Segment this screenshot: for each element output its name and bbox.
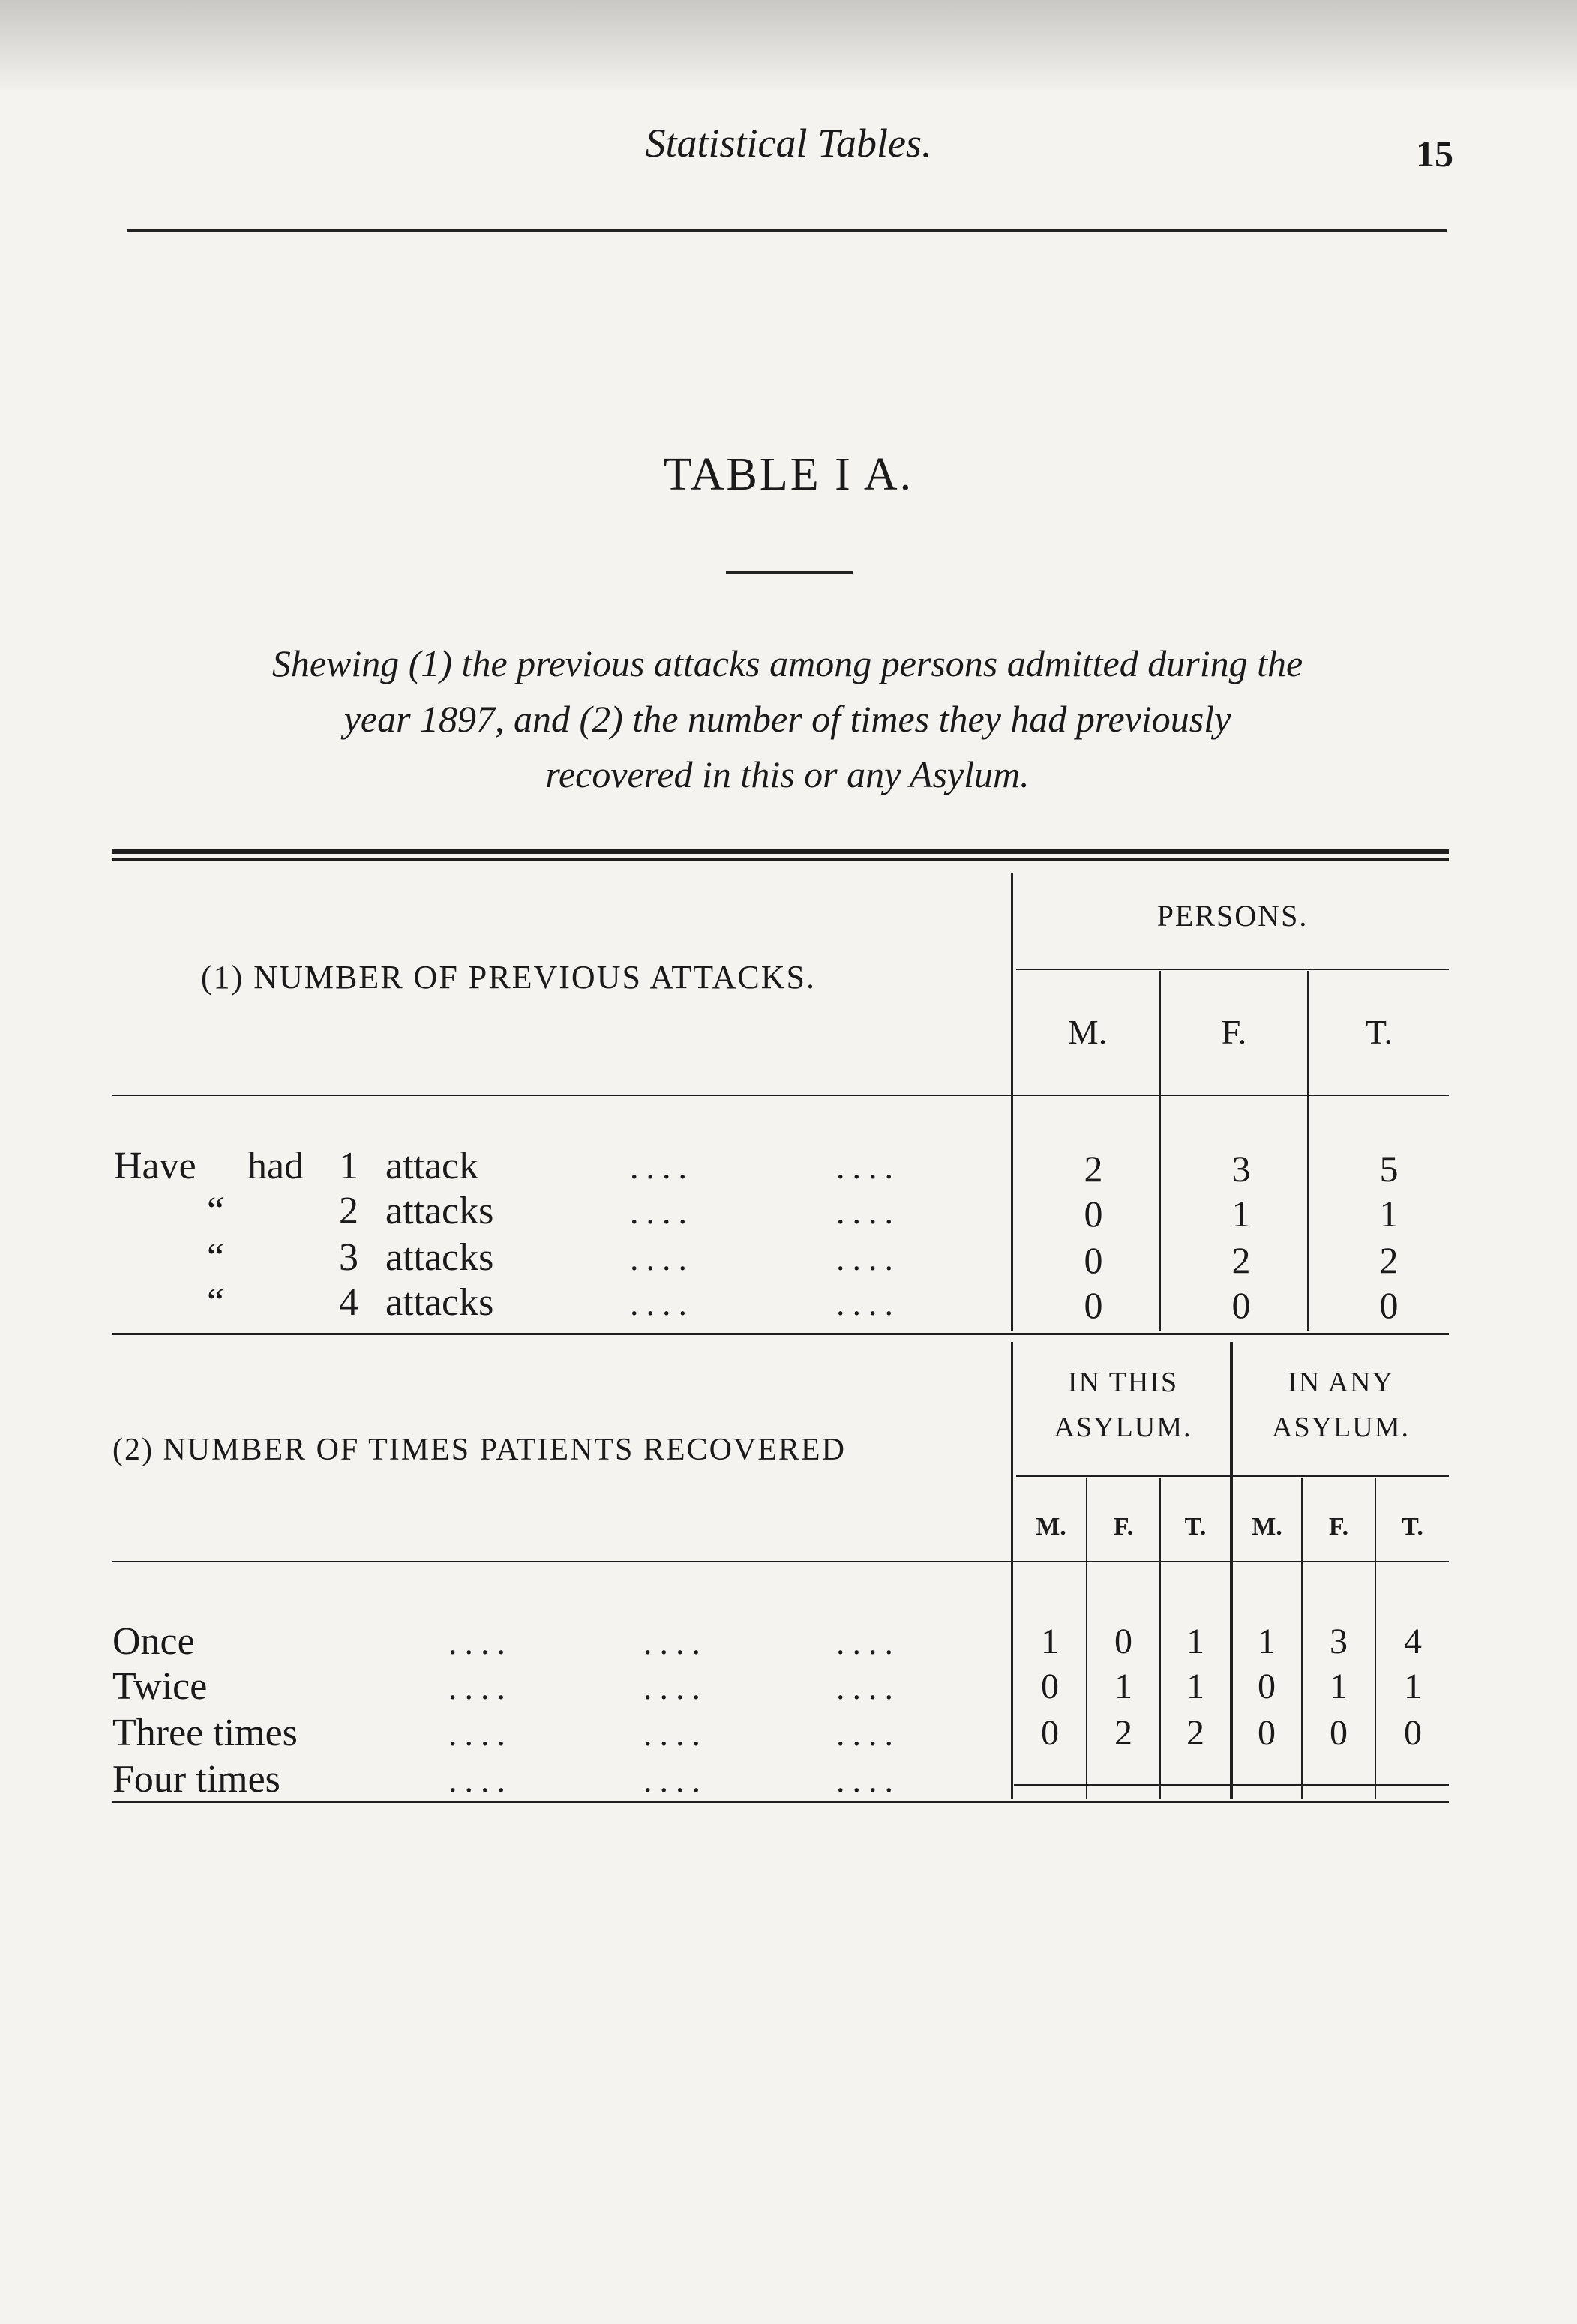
leader-dots: .... <box>630 1148 694 1186</box>
cell-any-females: 0 <box>1330 1713 1348 1753</box>
leader-dots: .... <box>836 1284 901 1322</box>
cell-total: 2 <box>1379 1239 1399 1281</box>
cell-this-females: 1 <box>1114 1667 1132 1706</box>
persons-group-header: PERSONS. <box>1156 899 1309 933</box>
table-top-thin-rule <box>112 858 1449 861</box>
row-attack-count: 2 <box>339 1190 358 1232</box>
cell-males: 2 <box>1084 1148 1103 1190</box>
row-attack-unit: attacks <box>385 1190 494 1232</box>
in-this-asylum-header-line2: ASYLUM. <box>1054 1412 1192 1443</box>
section2-header-bottom-rule <box>112 1561 1449 1562</box>
row-attack-unit: attacks <box>385 1281 494 1324</box>
four-times-blank-rule <box>1014 1784 1449 1786</box>
ditto-mark: “ <box>207 1236 225 1279</box>
leader-dots: .... <box>643 1668 708 1706</box>
col-header-total: T. <box>1402 1513 1423 1541</box>
leader-dots: .... <box>836 1715 901 1753</box>
caption-line-2: year 1897, and (2) the number of times they had previously <box>343 698 1231 740</box>
cell-males: 0 <box>1084 1193 1103 1235</box>
col-header-males: M. <box>1036 1513 1066 1541</box>
leader-dots: .... <box>630 1193 694 1231</box>
row-label: Four times <box>112 1758 280 1801</box>
ditto-mark: “ <box>207 1190 225 1232</box>
col-header-total: T. <box>1184 1513 1207 1541</box>
leader-dots: .... <box>836 1193 901 1231</box>
persons-subheader-rule <box>1016 969 1449 970</box>
section2-label-divider <box>1011 1342 1013 1799</box>
caption-line-3: recovered in this or any Asylum. <box>545 753 1030 795</box>
leader-dots: .... <box>643 1761 708 1799</box>
leader-dots: .... <box>448 1623 513 1661</box>
leader-dots: .... <box>836 1668 901 1706</box>
cell-females: 3 <box>1231 1148 1251 1190</box>
leader-dots: .... <box>643 1623 708 1661</box>
in-this-asylum-header-line1: IN THIS <box>1067 1367 1179 1398</box>
cell-any-total: 4 <box>1404 1622 1422 1661</box>
leader-dots: .... <box>836 1239 901 1277</box>
col-header-males: M. <box>1252 1513 1282 1541</box>
caption-line-1: Shewing (1) the previous attacks among persons admitted during the <box>271 642 1303 684</box>
col-header-total: T. <box>1365 1013 1393 1051</box>
cell-total: 5 <box>1379 1148 1399 1190</box>
cell-total: 0 <box>1379 1284 1399 1326</box>
cell-this-males: 1 <box>1041 1622 1059 1661</box>
cell-females: 1 <box>1231 1193 1251 1235</box>
running-head: Statistical Tables. <box>645 121 932 166</box>
row-attack-unit: attack <box>385 1145 479 1187</box>
cell-females: 2 <box>1231 1239 1251 1281</box>
row-attack-count: 3 <box>339 1236 358 1279</box>
col-header-males: M. <box>1067 1013 1108 1051</box>
cell-this-males: 0 <box>1041 1667 1059 1706</box>
cell-any-females: 3 <box>1330 1622 1348 1661</box>
section1-heading: (1) NUMBER OF PREVIOUS ATTACKS. <box>201 959 817 996</box>
section-separator-rule <box>112 1333 1449 1335</box>
cell-any-males: 0 <box>1258 1713 1276 1753</box>
row-label: Twice <box>112 1665 208 1708</box>
scan-edge-shading <box>0 0 1577 90</box>
table-top-thick-rule <box>112 849 1449 854</box>
leader-dots: .... <box>630 1239 694 1277</box>
cell-this-females: 2 <box>1114 1713 1132 1753</box>
row-attack-count: 1 <box>339 1145 358 1187</box>
cell-total: 1 <box>1379 1193 1399 1235</box>
row-label: Once <box>112 1620 195 1663</box>
cell-this-total: 2 <box>1186 1713 1204 1753</box>
section1-header-bottom-rule <box>112 1095 1449 1096</box>
row-attack-count: 4 <box>339 1281 358 1324</box>
row-label-word1: Have <box>114 1145 196 1187</box>
row-attack-unit: attacks <box>385 1236 494 1279</box>
cell-this-total: 1 <box>1186 1667 1204 1706</box>
title-divider <box>726 571 853 574</box>
table-bottom-rule <box>112 1801 1449 1803</box>
cell-males: 0 <box>1084 1239 1103 1281</box>
cell-this-males: 0 <box>1041 1713 1059 1753</box>
cell-this-total: 1 <box>1186 1622 1204 1661</box>
leader-dots: .... <box>836 1148 901 1186</box>
row-label: Three times <box>112 1712 298 1754</box>
ditto-mark: “ <box>207 1281 225 1324</box>
cell-males: 0 <box>1084 1284 1103 1326</box>
cell-any-total: 0 <box>1404 1713 1422 1753</box>
leader-dots: .... <box>643 1715 708 1753</box>
col-header-females: F. <box>1221 1013 1247 1051</box>
leader-dots: .... <box>630 1284 694 1322</box>
cell-this-females: 0 <box>1114 1622 1132 1661</box>
cell-any-total: 1 <box>1404 1667 1422 1706</box>
table-caption <box>105 636 1470 802</box>
leader-dots: .... <box>448 1715 513 1753</box>
leader-dots: .... <box>448 1668 513 1706</box>
section1-label-divider <box>1011 873 1013 1331</box>
leader-dots: .... <box>448 1761 513 1799</box>
in-any-asylum-header-line1: IN ANY <box>1288 1367 1394 1398</box>
row-label-word2: had <box>247 1145 304 1187</box>
table-title: TABLE I A. <box>663 449 914 500</box>
page-number: 15 <box>1416 133 1453 175</box>
asylum-subheader-rule <box>1016 1475 1449 1477</box>
col-header-females: F. <box>1113 1513 1134 1541</box>
in-any-asylum-header-line2: ASYLUM. <box>1272 1412 1410 1443</box>
leader-dots: .... <box>836 1761 901 1799</box>
cell-females: 0 <box>1231 1284 1251 1326</box>
col-header-females: F. <box>1328 1513 1349 1541</box>
cell-any-males: 1 <box>1258 1622 1276 1661</box>
leader-dots: .... <box>836 1623 901 1661</box>
cell-any-males: 0 <box>1258 1667 1276 1706</box>
section2-heading: (2) NUMBER OF TIMES PATIENTS RECOVERED <box>112 1433 846 1467</box>
cell-any-females: 1 <box>1330 1667 1348 1706</box>
header-rule <box>127 229 1447 232</box>
